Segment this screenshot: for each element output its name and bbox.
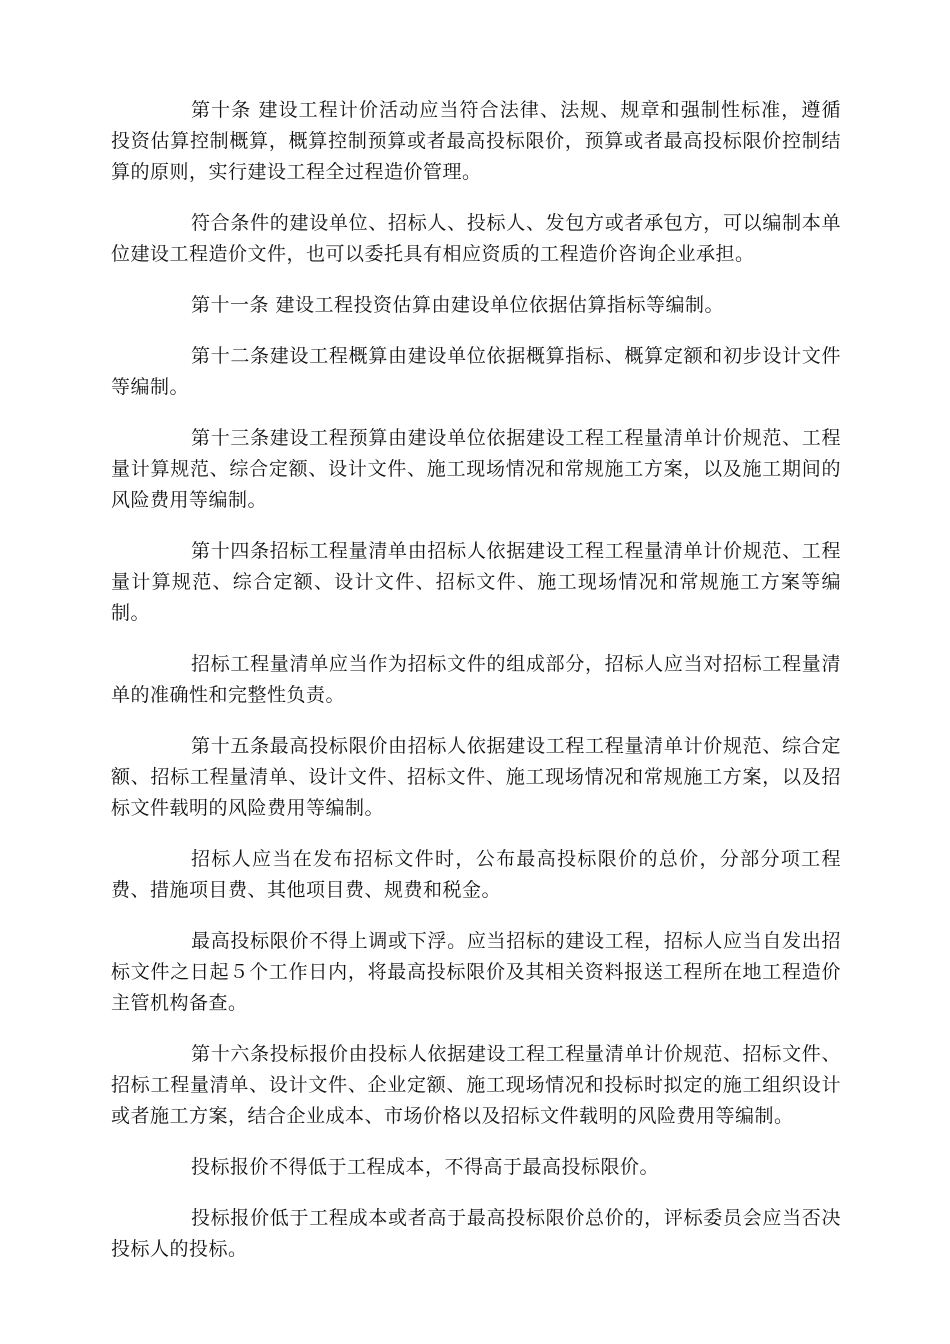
paragraph-article-10-qualified-units: 符合条件的建设单位、招标人、投标人、发包方或者承包方，可以编制本单位建设工程造价文件，也可以委托具有相应资质的工程造价咨询企业承担。 [111, 212, 841, 265]
paragraph-article-15: 第十五条最高投标限价由招标人依据建设工程工程量清单计价规范、综合定额、招标工程量清单、设计文件、招标文件、施工现场情况和常规施工方案，以及招标文件载明的风险费用等编制。 [111, 735, 841, 819]
paragraph-article-15-no-adjustment: 最高投标限价不得上调或下浮。应当招标的建设工程，招标人应当自发出招标文件之日起５个工作日内，将最高投标限价及其相关资料报送工程所在地工程造价主管机构备查。 [111, 930, 841, 1014]
paragraph-article-16-bid-limits: 投标报价不得低于工程成本，不得高于最高投标限价。 [191, 1156, 660, 1178]
document-body [111, 95, 841, 1285]
paragraph-article-11: 第十一条 建设工程投资估算由建设单位依据估算指标等编制。 [191, 294, 725, 316]
paragraph-article-14: 第十四条招标工程量清单由招标人依据建设工程工程量清单计价规范、工程量计算规范、综合定额、设计文件、招标文件、施工现场情况和常规施工方案等编制。 [111, 540, 841, 624]
paragraph-article-13: 第十三条建设工程预算由建设单位依据建设工程工程量清单计价规范、工程量计算规范、综合定额、设计文件、施工现场情况和常规施工方案，以及施工期间的风险费用等编制。 [111, 427, 841, 511]
paragraph-article-16: 第十六条投标报价由投标人依据建设工程工程量清单计价规范、招标文件、招标工程量清单、设计文件、企业定额、施工现场情况和投标时拟定的施工组织设计或者施工方案，结合企业成本、市场价格以及招标文件载明的风险费用等编制。 [111, 1043, 841, 1127]
paragraph-article-10: 第十条 建设工程计价活动应当符合法律、法规、规章和强制性标准，遵循投资估算控制概算，概算控制预算或者最高投标限价，预算或者最高投标限价控制结算的原则，实行建设工程全过程造价管理。 [111, 99, 841, 183]
paragraph-article-14-bill-of-quantities: 招标工程量清单应当作为招标文件的组成部分，招标人应当对招标工程量清单的准确性和完整性负责。 [111, 653, 841, 706]
paragraph-article-12: 第十二条建设工程概算由建设单位依据概算指标、概算定额和初步设计文件等编制。 [111, 345, 841, 398]
paragraph-article-15-publish-price: 招标人应当在发布招标文件时，公布最高投标限价的总价，分部分项工程费、措施项目费、其他项目费、规费和税金。 [111, 848, 841, 901]
paragraph-article-16-rejection: 投标报价低于工程成本或者高于最高投标限价总价的，评标委员会应当否决投标人的投标。 [111, 1207, 841, 1260]
